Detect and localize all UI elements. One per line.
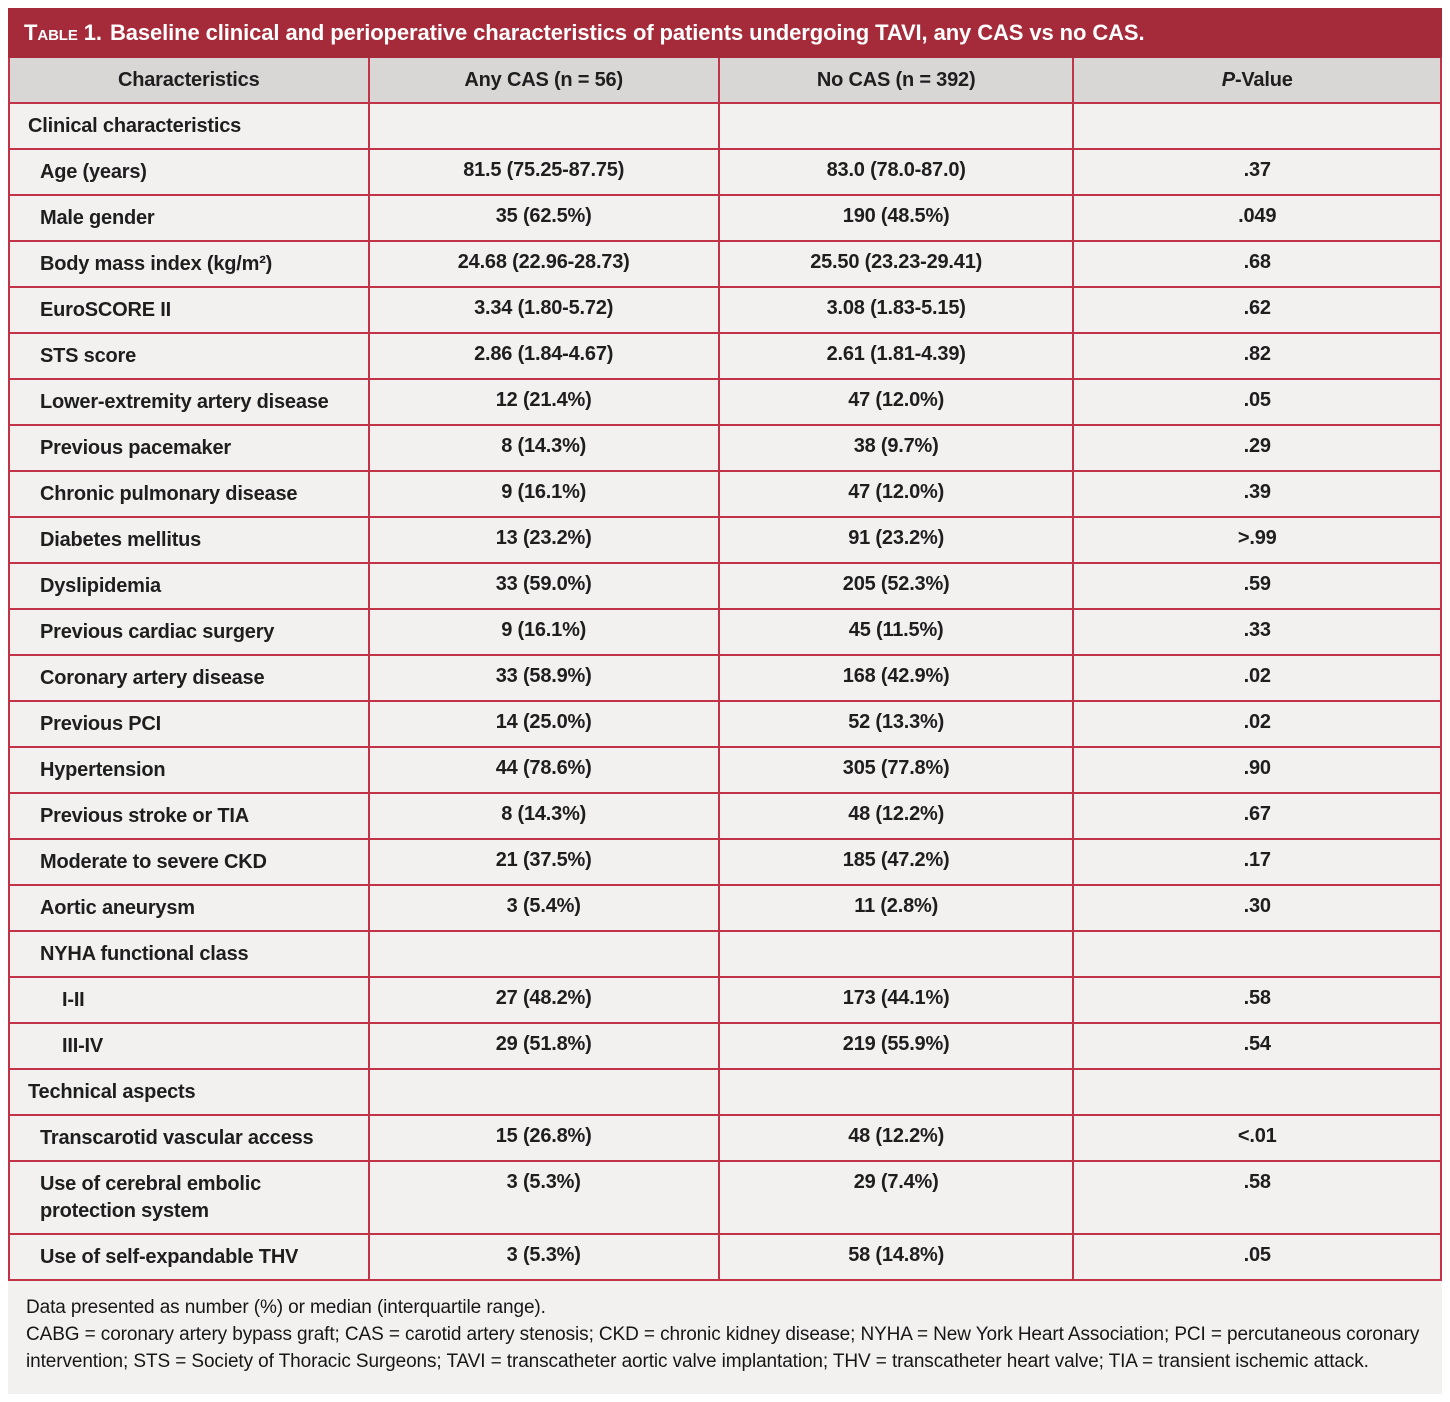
row-label: Previous PCI <box>40 713 161 735</box>
cell-no-cas: 52 (13.3%) <box>718 702 1073 746</box>
row-label: Aortic aneurysm <box>40 897 195 919</box>
cell-no-cas: 48 (12.2%) <box>718 1116 1073 1160</box>
cell-any-cas: 14 (25.0%) <box>368 702 718 746</box>
row-label: I-II <box>62 989 85 1011</box>
table-number-label: Table 1. <box>24 20 102 45</box>
cell-p-value: .82 <box>1072 334 1440 378</box>
footnote-data-presentation: Data presented as number (%) or median (interquartile range). <box>26 1297 546 1318</box>
cell-any-cas: 9 (16.1%) <box>368 610 718 654</box>
cell-p-value: .58 <box>1072 978 1440 1022</box>
row-label: Hypertension <box>40 759 166 781</box>
cell-p-value: .54 <box>1072 1024 1440 1068</box>
cell-no-cas: 91 (23.2%) <box>718 518 1073 562</box>
row-label: Previous pacemaker <box>40 437 231 459</box>
cell-no-cas: 83.0 (78.0-87.0) <box>718 150 1073 194</box>
column-header-characteristics: Characteristics <box>117 69 260 91</box>
cell-any-cas: 27 (48.2%) <box>368 978 718 1022</box>
cell-p-value: <.01 <box>1072 1116 1440 1160</box>
table-row <box>10 1024 1440 1070</box>
table-row <box>10 1070 1440 1116</box>
cell-any-cas: 21 (37.5%) <box>368 840 718 884</box>
cell-any-cas <box>368 1070 718 1114</box>
cell-no-cas: 185 (47.2%) <box>718 840 1073 884</box>
table-row <box>10 840 1440 886</box>
cell-p-value: .02 <box>1072 656 1440 700</box>
cell-no-cas: 168 (42.9%) <box>718 656 1073 700</box>
cell-no-cas: 173 (44.1%) <box>718 978 1073 1022</box>
table-row <box>10 1235 1440 1281</box>
row-label: STS score <box>40 345 137 367</box>
row-label: Transcarotid vascular access <box>40 1127 314 1149</box>
column-header-any-cas: Any CAS (n = 56) <box>368 58 718 102</box>
cell-any-cas: 3.34 (1.80-5.72) <box>368 288 718 332</box>
row-label: III-IV <box>62 1035 104 1057</box>
cell-p-value: .05 <box>1072 380 1440 424</box>
table-row <box>10 794 1440 840</box>
footnote-abbreviations: CABG = coronary artery bypass graft; CAS = carotid artery stenosis; CKD = chronic kidney disease; NYHA = New York Heart Association; PCI = percutaneous coronary intervention; STS = Society of Thoracic Surgeons; TAVI = transcatheter aortic valve implantation; THV = transcatheter heart valve; TIA = transient ischemic attack. <box>26 1323 1420 1372</box>
cell-no-cas: 190 (48.5%) <box>718 196 1073 240</box>
cell-p-value: .39 <box>1072 472 1440 516</box>
cell-no-cas: 48 (12.2%) <box>718 794 1073 838</box>
cell-any-cas: 3 (5.3%) <box>368 1235 718 1279</box>
column-header-no-cas: No CAS (n = 392) <box>718 58 1073 102</box>
row-label: Dyslipidemia <box>40 575 161 597</box>
cell-p-value: .37 <box>1072 150 1440 194</box>
cell-p-value <box>1072 932 1440 976</box>
table-row <box>10 380 1440 426</box>
row-label: Chronic pulmonary disease <box>40 483 298 505</box>
cell-any-cas: 15 (26.8%) <box>368 1116 718 1160</box>
cell-any-cas: 2.86 (1.84-4.67) <box>368 334 718 378</box>
cell-no-cas: 11 (2.8%) <box>718 886 1073 930</box>
table-row <box>10 932 1440 978</box>
table-row <box>10 748 1440 794</box>
cell-no-cas: 219 (55.9%) <box>718 1024 1073 1068</box>
cell-no-cas: 29 (7.4%) <box>718 1162 1073 1233</box>
cell-p-value: >.99 <box>1072 518 1440 562</box>
cell-p-value: .90 <box>1072 748 1440 792</box>
cell-p-value: .62 <box>1072 288 1440 332</box>
cell-no-cas: 47 (12.0%) <box>718 380 1073 424</box>
cell-p-value: .33 <box>1072 610 1440 654</box>
cell-any-cas: 9 (16.1%) <box>368 472 718 516</box>
row-label: Coronary artery disease <box>40 667 265 689</box>
table-row <box>10 1162 1440 1235</box>
cell-no-cas <box>718 104 1073 148</box>
cell-any-cas <box>368 104 718 148</box>
cell-p-value: .68 <box>1072 242 1440 286</box>
table-title-text: Baseline clinical and perioperative characteristics of patients undergoing TAVI, any CAS vs no CAS. <box>109 20 1145 45</box>
cell-no-cas: 45 (11.5%) <box>718 610 1073 654</box>
cell-p-value: .049 <box>1072 196 1440 240</box>
table-row <box>10 288 1440 334</box>
cell-p-value <box>1072 104 1440 148</box>
table-row <box>10 702 1440 748</box>
cell-p-value: .59 <box>1072 564 1440 608</box>
cell-p-value: .17 <box>1072 840 1440 884</box>
row-label: Moderate to severe CKD <box>40 851 267 873</box>
table-row <box>10 472 1440 518</box>
row-label: Previous stroke or TIA <box>40 805 249 827</box>
cell-any-cas <box>368 932 718 976</box>
table-title-bar <box>8 8 1442 58</box>
cell-any-cas: 81.5 (75.25-87.75) <box>368 150 718 194</box>
table-row <box>10 518 1440 564</box>
cell-any-cas: 44 (78.6%) <box>368 748 718 792</box>
cell-any-cas: 35 (62.5%) <box>368 196 718 240</box>
table-row <box>10 978 1440 1024</box>
cell-any-cas: 8 (14.3%) <box>368 794 718 838</box>
row-label: Previous cardiac surgery <box>40 621 275 643</box>
cell-no-cas: 47 (12.0%) <box>718 472 1073 516</box>
cell-no-cas: 38 (9.7%) <box>718 426 1073 470</box>
row-label: Use of self-expandable THV <box>40 1246 299 1268</box>
table-row <box>10 242 1440 288</box>
row-label: Age (years) <box>40 161 147 183</box>
table-row <box>10 886 1440 932</box>
table-row <box>10 1116 1440 1162</box>
cell-any-cas: 33 (59.0%) <box>368 564 718 608</box>
cell-any-cas: 3 (5.4%) <box>368 886 718 930</box>
cell-any-cas: 8 (14.3%) <box>368 426 718 470</box>
cell-any-cas: 12 (21.4%) <box>368 380 718 424</box>
row-label: Technical aspects <box>28 1081 196 1103</box>
table-row <box>10 656 1440 702</box>
cell-no-cas: 3.08 (1.83-5.15) <box>718 288 1073 332</box>
characteristics-table <box>8 58 1442 1281</box>
row-label: Clinical characteristics <box>28 115 242 137</box>
table-header-row <box>10 58 1440 104</box>
table-row <box>10 610 1440 656</box>
cell-no-cas: 25.50 (23.23-29.41) <box>718 242 1073 286</box>
cell-no-cas <box>718 1070 1073 1114</box>
cell-p-value: .58 <box>1072 1162 1440 1233</box>
cell-any-cas: 29 (51.8%) <box>368 1024 718 1068</box>
table-row <box>10 196 1440 242</box>
row-label: Body mass index (kg/m²) <box>40 253 273 275</box>
cell-p-value <box>1072 1070 1440 1114</box>
table-row <box>10 104 1440 150</box>
row-label: Diabetes mellitus <box>40 529 202 551</box>
table-footnotes <box>8 1281 1442 1394</box>
cell-any-cas: 13 (23.2%) <box>368 518 718 562</box>
table-row <box>10 150 1440 196</box>
cell-any-cas: 33 (58.9%) <box>368 656 718 700</box>
cell-p-value: .29 <box>1072 426 1440 470</box>
row-label: Male gender <box>40 207 155 229</box>
cell-no-cas: 205 (52.3%) <box>718 564 1073 608</box>
cell-no-cas <box>718 932 1073 976</box>
table-row <box>10 334 1440 380</box>
row-label: EuroSCORE II <box>40 299 171 321</box>
cell-p-value: .02 <box>1072 702 1440 746</box>
cell-any-cas: 24.68 (22.96-28.73) <box>368 242 718 286</box>
row-label: Use of cerebral embolic protection system <box>40 1173 262 1222</box>
cell-no-cas: 2.61 (1.81-4.39) <box>718 334 1073 378</box>
cell-p-value: .05 <box>1072 1235 1440 1279</box>
cell-any-cas: 3 (5.3%) <box>368 1162 718 1233</box>
cell-p-value: .67 <box>1072 794 1440 838</box>
row-label: NYHA functional class <box>40 943 249 965</box>
table-row <box>10 564 1440 610</box>
cell-no-cas: 58 (14.8%) <box>718 1235 1073 1279</box>
table-body <box>10 104 1440 1281</box>
cell-p-value: .30 <box>1072 886 1440 930</box>
cell-no-cas: 305 (77.8%) <box>718 748 1073 792</box>
column-header-p-value: P-Value <box>1072 58 1440 102</box>
row-label: Lower-extremity artery disease <box>40 391 329 413</box>
table-row <box>10 426 1440 472</box>
